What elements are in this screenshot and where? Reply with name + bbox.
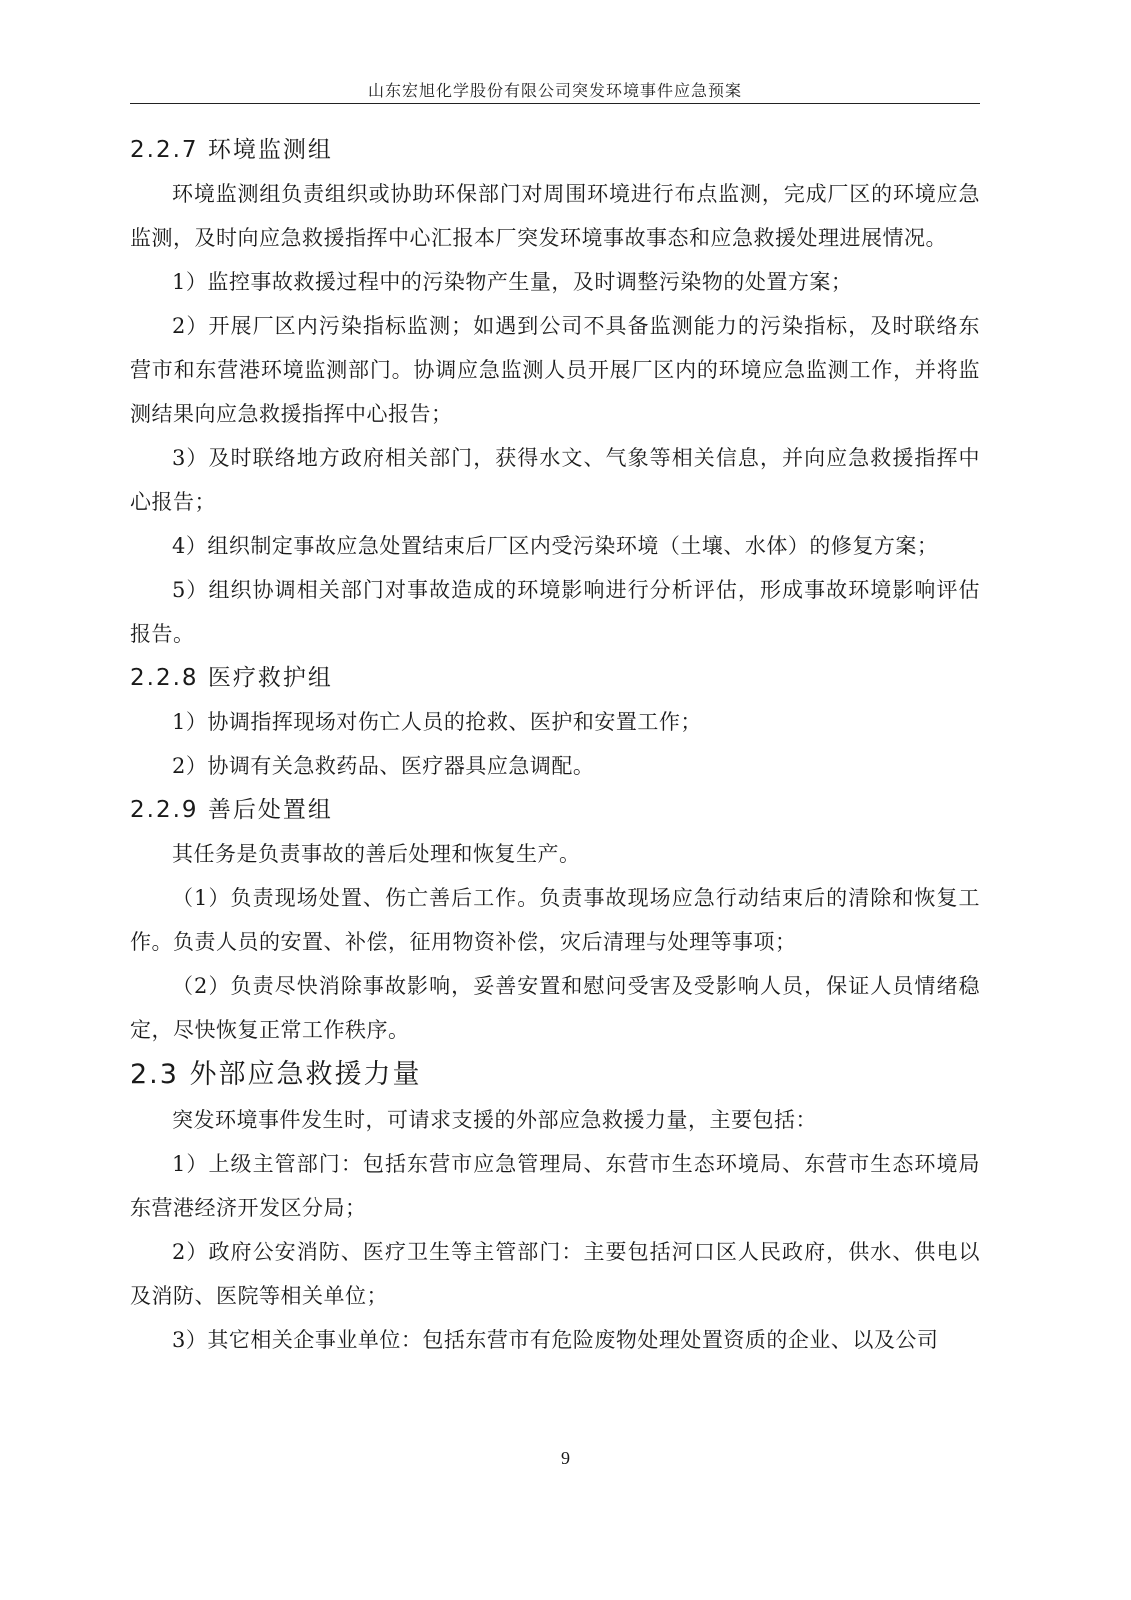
section-2-2-9-intro: 其任务是负责事故的善后处理和恢复生产。 (172, 842, 581, 866)
section-2-3-item-1: 1）上级主管部门：包括东营市应急管理局、东营市生态环境局、东营市生态环境局东营港经济开发区分局； (130, 1152, 980, 1220)
section-2-2-9-item-2: （2）负责尽快消除事故影响，妥善安置和慰问受害及受影响人员，保证人员情绪稳定，尽快恢复正常工作秩序。 (130, 974, 980, 1042)
section-2-2-7-item-1: 1）监控事故救援过程中的污染物产生量，及时调整污染物的处置方案； (172, 270, 853, 294)
section-2-2-7-item-4: 4）组织制定事故应急处置结束后厂区内受污染环境（土壤、水体）的修复方案； (172, 534, 939, 558)
section-2-2-7-intro: 环境监测组负责组织或协助环保部门对周围环境进行布点监测，完成厂区的环境应急监测，及时向应急救援指挥中心汇报本厂突发环境事故事态和应急救援处理进展情况。 (130, 182, 980, 250)
section-2-3-heading: 2.3 外部应急救援力量 (130, 1059, 422, 1090)
section-2-2-9-item-1: （1）负责现场处置、伤亡善后工作。负责事故现场应急行动结束后的清除和恢复工作。负责人员的安置、补偿，征用物资补偿，灾后清理与处理等事项； (130, 886, 980, 954)
page-number: 9 (561, 1448, 570, 1468)
section-2-2-7-item-3: 3）及时联络地方政府相关部门，获得水文、气象等相关信息，并向应急救援指挥中心报告； (130, 446, 980, 514)
header-rule (130, 103, 980, 104)
section-2-3-item-3: 3）其它相关企事业单位：包括东营市有危险废物处理处置资质的企业、以及公司 (172, 1328, 939, 1352)
section-2-2-7-item-2: 2）开展厂区内污染指标监测；如遇到公司不具备监测能力的污染指标，及时联络东营市和东营港环境监测部门。协调应急监测人员开展厂区内的环境应急监测工作，并将监测结果向应急救援指挥中心报告； (130, 314, 980, 426)
section-2-3-intro: 突发环境事件发生时，可请求支援的外部应急救援力量，主要包括： (172, 1108, 817, 1132)
section-2-2-9-heading: 2.2.9 善后处置组 (130, 797, 333, 823)
section-2-2-8-item-1: 1）协调指挥现场对伤亡人员的抢救、医护和安置工作； (172, 710, 702, 734)
page-body (130, 128, 980, 1362)
section-2-3-item-2: 2）政府公安消防、医疗卫生等主管部门：主要包括河口区人民政府，供水、供电以及消防、医院等相关单位； (130, 1240, 980, 1308)
section-2-2-8-heading: 2.2.8 医疗救护组 (130, 665, 333, 691)
section-2-2-7-heading: 2.2.7 环境监测组 (130, 137, 333, 163)
section-2-2-7-item-5: 5）组织协调相关部门对事故造成的环境影响进行分析评估，形成事故环境影响评估报告。 (130, 578, 980, 646)
section-2-2-8-item-2: 2）协调有关急救药品、医疗器具应急调配。 (172, 754, 595, 778)
running-header: 山东宏旭化学股份有限公司突发环境事件应急预案 (367, 81, 742, 100)
